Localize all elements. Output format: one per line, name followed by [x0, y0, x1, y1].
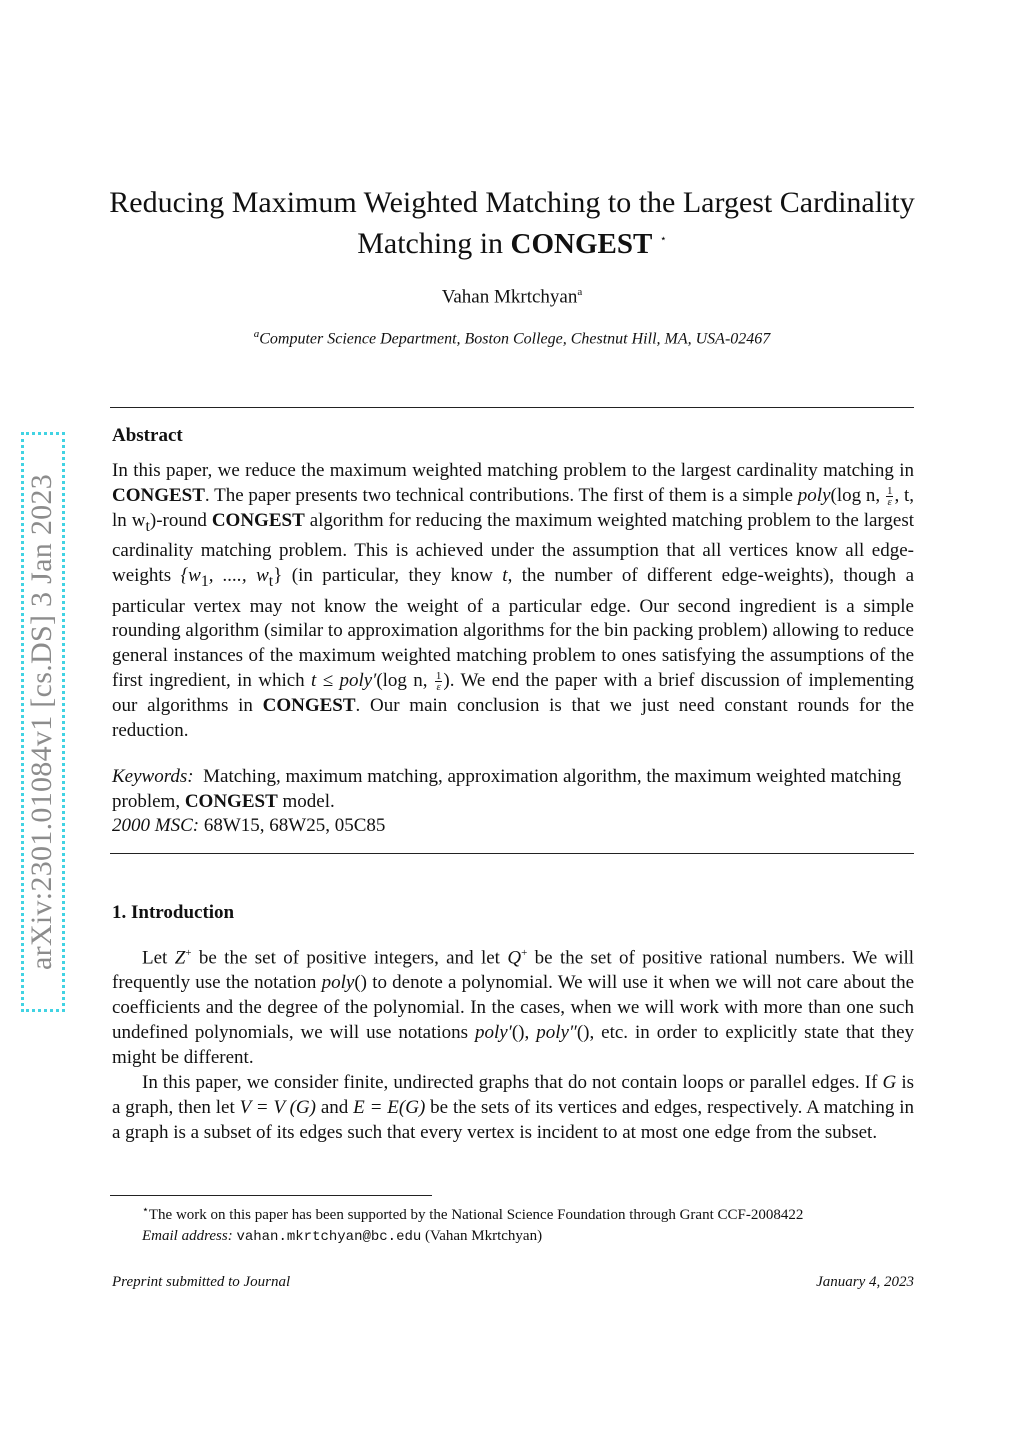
footnote-text: The work on this paper has been supported by the National Science Foundation through Grant CCF-2008422 [148, 1207, 804, 1223]
math-expr: )-round [149, 509, 207, 531]
author-affil-mark: a [577, 286, 583, 298]
congest-term: CONGEST [211, 509, 305, 531]
footnote-funding [112, 1200, 914, 1226]
keywords [112, 765, 914, 814]
introduction-body [112, 941, 914, 1146]
abstract-text: , the number of different edge-weights), though a particular vertex may not know the weight of a particular edge. Our second ingredient is a simple rounding algorithm (similar to approximation algorithms for the bin packing problem) allowing to reduce general instances of the maximum weighted matching problem to ones satisfying the assumptions of the first ingredient, in which [112, 564, 915, 691]
congest-term: CONGEST [184, 790, 278, 812]
math-subscript: t [268, 572, 274, 590]
math-poly: poly [321, 972, 355, 994]
math-subscript: 1 [200, 572, 209, 590]
email-label: Email address: [142, 1228, 233, 1244]
intro-text: , etc. in order to explicitly state that they might be different. [112, 1022, 915, 1068]
intro-text: be the set of positive rational numbers. We will frequently use the notation [112, 947, 915, 994]
math-var: Q [507, 947, 522, 969]
keywords-label: Keywords: [112, 766, 194, 787]
math-var: G [882, 1071, 897, 1093]
abstract-heading: Abstract [112, 425, 183, 446]
abstract-body [112, 459, 914, 743]
math-expr: } [273, 564, 283, 586]
abstract-text: . Our main conclusion is that we just need constant rounds for the reduction. [112, 694, 915, 741]
intro-paragraph-2 [112, 1071, 914, 1146]
math-expr: , ...., w [208, 564, 269, 586]
abstract-text: We end the paper with a brief discussion of implementing our algorithms in [112, 669, 914, 716]
math-expr: ). [443, 669, 455, 691]
intro-text: to denote a polynomial. We will use it when we will not care about the coefficients and the degree of the polynomial. In the cases, when we will work with more than one such undefined polynomials, we will use notations [112, 972, 915, 1044]
bottom-rule [110, 853, 914, 854]
title-congest: CONGEST [510, 228, 653, 260]
math-poly: poly′ [474, 1022, 512, 1044]
math-expr: E = E(G) [353, 1096, 426, 1118]
intro-text: be the set of positive integers, and let [198, 947, 500, 969]
math-expr: , t, ln w [112, 484, 915, 531]
math-expr: {w [180, 564, 201, 586]
section-heading-introduction: 1. Introduction [112, 902, 235, 923]
intro-text: is a graph, then let [112, 1071, 914, 1118]
math-expr: () [354, 972, 367, 994]
abstract-text: . The paper presents two technical contributions. The first of them is a simple [204, 484, 793, 506]
intro-paragraph-1 [112, 941, 914, 1071]
preprint-date: January 4, 2023 [816, 1274, 914, 1290]
fraction-numerator: 1 [435, 670, 442, 683]
math-expr: V = V (G) [239, 1096, 316, 1118]
footnote-email-line [112, 1226, 914, 1248]
paper-title [100, 184, 924, 263]
msc-label: 2000 MSC: [112, 815, 200, 836]
intro-text: In this paper, we consider finite, undirected graphs that do not contain loops or parallel edges. If [142, 1071, 878, 1093]
math-superscript: + [521, 947, 528, 959]
math-expr: () [576, 1022, 590, 1044]
math-superscript: + [185, 947, 192, 959]
msc-line [112, 815, 385, 837]
intro-text: and [320, 1096, 349, 1118]
math-poly: poly″ [536, 1022, 577, 1044]
author-name: Vahan Mkrtchyan [441, 286, 578, 308]
title-line-2-prefix: Matching in [357, 227, 504, 260]
math-expr: () [511, 1022, 525, 1044]
congest-term: CONGEST [112, 484, 205, 506]
fraction-denominator: ε [887, 495, 892, 508]
math-expr: (log n, [830, 484, 881, 506]
msc-codes: 68W15, 68W25, 05C85 [203, 815, 386, 836]
footnote [112, 1200, 914, 1248]
footnote-mark: ⋆ [142, 1204, 149, 1216]
congest-term: CONGEST [262, 694, 356, 716]
math-expr: (log n, [376, 669, 428, 691]
top-rule [110, 407, 914, 408]
email-owner: (Vahan Mkrtchyan) [425, 1228, 543, 1244]
abstract-text: In this paper, we reduce the maximum weighted matching problem to the largest cardinality matching in [112, 460, 914, 481]
intro-text: , [524, 1022, 530, 1044]
fraction-numerator: 1 [886, 484, 893, 497]
math-expr: t ≤ poly′ [311, 669, 377, 691]
abstract-text: algorithm for reducing the maximum weighted matching problem to the largest cardinality matching problem. This is achieved under the assumption that all vertices know all edge-weights [112, 509, 915, 586]
affiliation [0, 328, 1024, 348]
email-address-link[interactable]: vahan.mkrtchyan@bc.edu [236, 1229, 422, 1245]
title-footnote-mark: ⋆ [659, 233, 667, 245]
intro-text: be the sets of its vertices and edges, respectively. A matching in a graph is a subset of its edges such that every vertex is incident to at most one edge from the subset. [112, 1096, 915, 1143]
author-line [0, 286, 1024, 308]
preprint-note: Preprint submitted to Journal [112, 1274, 291, 1290]
fraction [435, 671, 443, 692]
intro-text: Let [142, 947, 168, 969]
math-poly: poly [797, 484, 831, 506]
math-subscript: t [145, 517, 150, 535]
keywords-text: model. [282, 790, 335, 812]
fraction [886, 486, 894, 507]
affiliation-mark: a [253, 328, 260, 340]
arxiv-identifier: arXiv:2301.01084v1 [cs.DS] 3 Jan 2023 [25, 473, 58, 971]
title-line-1: Reducing Maximum Weighted Matching to the Largest Cardinality [109, 186, 915, 219]
footnote-rule [110, 1195, 432, 1196]
abstract-text: (in particular, they know [291, 564, 493, 586]
math-var: Z [174, 947, 186, 969]
keywords-text: Matching, maximum matching, approximation algorithm, the maximum weighted matching problem, [112, 766, 902, 812]
math-var: t [502, 564, 508, 586]
affiliation-text: Computer Science Department, Boston College, Chestnut Hill, MA, USA-02467 [259, 330, 771, 348]
fraction-denominator: ε [436, 681, 441, 694]
